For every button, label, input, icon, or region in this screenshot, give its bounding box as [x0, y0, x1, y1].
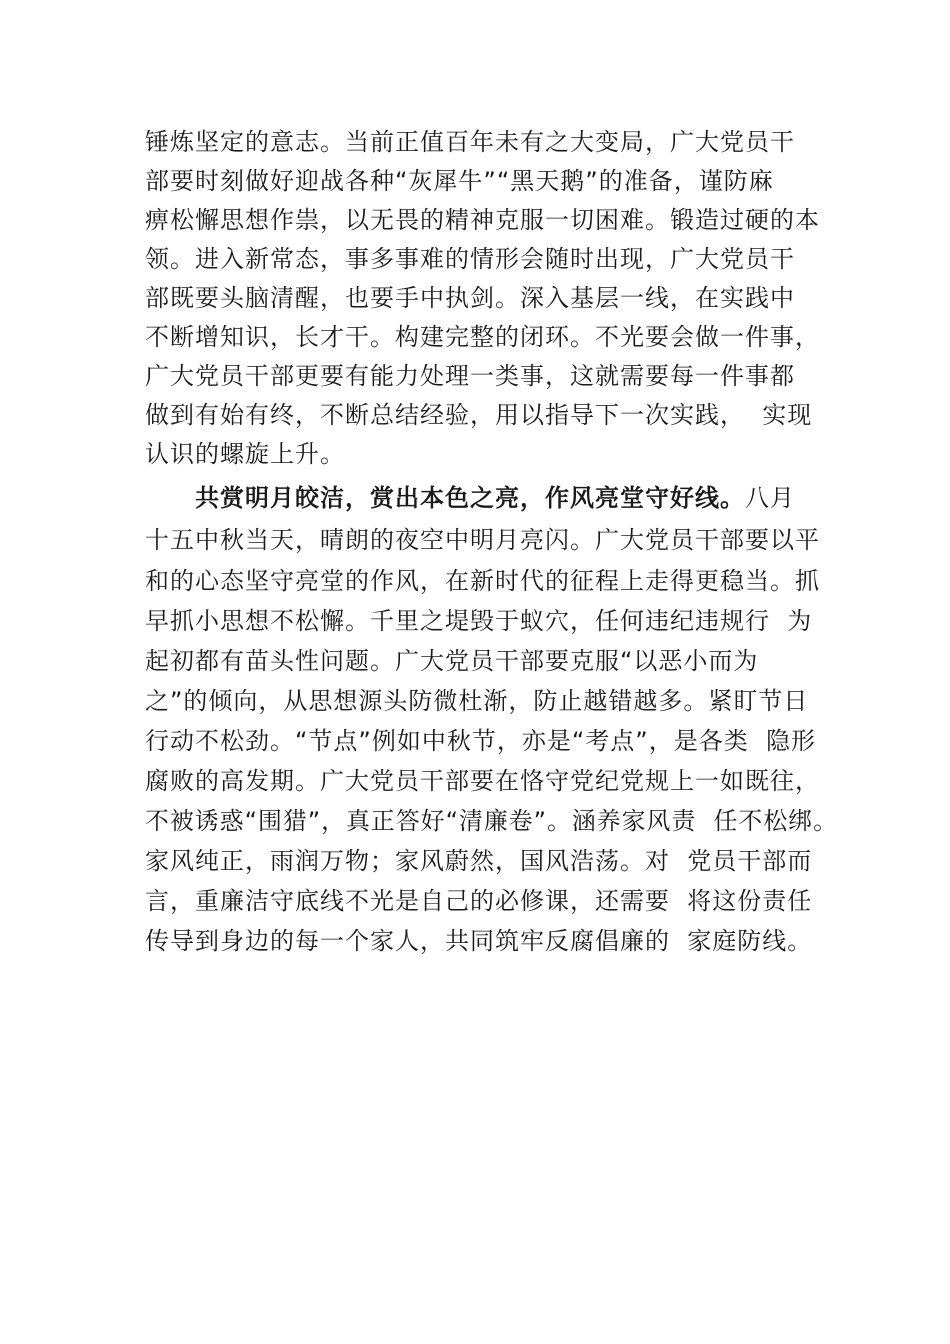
paragraph-2-line-3: 和的心态坚守亮堂的作风，在新时代的征程上走得更稳当。抓	[145, 567, 820, 595]
paragraph-2-first-line	[195, 482, 795, 514]
paragraph-2-lead-heading: 共赏明月皎洁，赏出本色之亮，作风亮堂守好线。	[195, 484, 745, 512]
paragraph-1-line-6: 不断增知识，长才干。构建完整的闭环。不光要会做一件事，	[145, 323, 820, 351]
paragraph-2-line-6: 之”的倾向，从思想源头防微杜渐，防止越错越多。紧盯节日	[145, 687, 809, 715]
paragraph-1-line-4: 领。进入新常态，事多事难的情形会随时出现，广大党员干	[145, 245, 795, 273]
paragraph-1-line-9: 认识的螺旋上升。	[145, 440, 345, 468]
paragraph-2-line-5: 起初都有苗头性问题。广大党员干部要克服“以恶小而为	[145, 647, 759, 675]
paragraph-2-line-11: 言，重廉洁守底线不光是自己的必修课，还需要 将这份责任	[145, 887, 813, 915]
paragraph-2-line-8: 腐败的高发期。广大党员干部要在恪守党纪党规上一如既往，	[145, 767, 820, 795]
paragraph-1-line-5: 部既要头脑清醒，也要手中执剑。深入基层一线，在实践中	[145, 284, 795, 312]
paragraph-1-line-2: 部要时刻做好迎战各种“灰犀牛”“黑天鹅”的准备，谨防麻	[145, 167, 774, 195]
paragraph-1-line-3: 痹松懈思想作祟，以无畏的精神克服一切困难。锻造过硬的本	[145, 206, 820, 234]
paragraph-2-line-12: 传导到身边的每一个家人，共同筑牢反腐倡廉的 家庭防线。	[145, 927, 813, 955]
paragraph-2-line-10: 家风纯正，雨润万物；家风蔚然，国风浩荡。对 党员干部而	[145, 847, 813, 875]
paragraph-2-line-4: 早抓小思想不松懈。千里之堤毁于蚁穴，任何违纪违规行 为	[145, 607, 813, 635]
paragraph-2-line-9: 不被诱惑“围猎”，真正答好“清廉卷”。涵养家风责 任不松绑。	[145, 807, 838, 835]
paragraph-2-line-7: 行动不松劲。“节点”例如中秋节，亦是“考点”，是各类 隐形	[145, 727, 816, 755]
paragraph-2-line-2: 十五中秋当天，晴朗的夜空中明月亮闪。广大党员干部要以平	[145, 526, 820, 554]
paragraph-1-line-8: 做到有始有终，不断总结经验，用以指导下一次实践， 实现	[145, 401, 813, 429]
paragraph-1-line-7: 广大党员干部更要有能力处理一类事，这就需要每一件事都	[145, 362, 795, 390]
paragraph-1-line-1: 锤炼坚定的意志。当前正值百年未有之大变局，广大党员干	[145, 128, 795, 156]
paragraph-2-lead-rest: 八月	[745, 484, 795, 512]
